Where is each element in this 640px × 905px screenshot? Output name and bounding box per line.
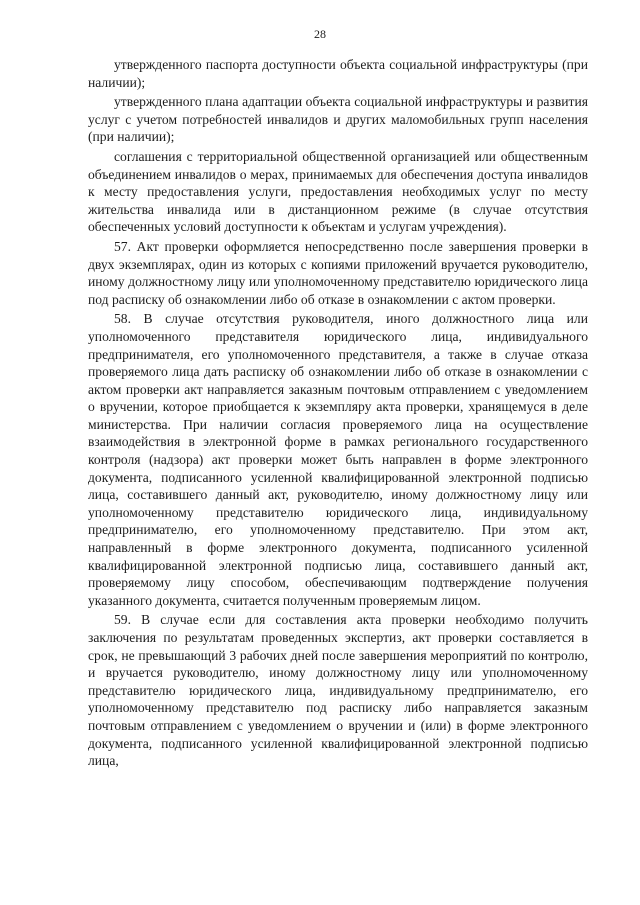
paragraph-59: 59. В случае если для составления акта проверки необходимо получить заключения по результатам проведенных экспертиз, акт проверки составляется в срок, не превышающий 3 рабочих дней после завершения мероприятий по контролю, и вручается руководителю, иному должностному лицу или уполномоченному представителю юридического лица, индивидуальному предпринимателю, его уполномоченному представителю под расписку либо направляется заказным почтовым отправлением с уведомлением о вручении и (или) в форме электронного документа, подписанного усиленной квалифицированной электронной подписью лица,: [88, 612, 588, 769]
paragraph-58: 58. В случае отсутствия руководителя, иного должностного лица или уполномоченного представителя юридического лица, индивидуального предпринимателя, его уполномоченного представителя, а также в случае отказа проверяемого лица дать расписку об ознакомлении либо об отказе в ознакомлении с актом проверки акт направляется заказным почтовым отправлением с уведомлением о вручении, которое приобщается к экземпляру акта проверки, хранящемуся в деле министерства. При наличии согласия проверяемого лица на осуществление взаимодействия в электронной форме в рамках регионального государственного контроля (надзора) акт проверки может быть направлен в форме электронного документа, подписанного усиленной квалифицированной электронной подписью лица, составившего данный акт, руководителю, иному должностному лицу или уполномоченному представителю юридического лица, индивидуальному предпринимателю, его уполномоченному представителю. При этом акт, направленный в форме электронного документа, подписанного усиленной квалифицированной электронной подписью лица, составившего данный акт, проверяемому лицу способом, обеспечивающим подтверждение получения указанного документа, считается полученным проверяемым лицом.: [88, 311, 588, 608]
paragraph-passport: утвержденного паспорта доступности объекта социальной инфраструктуры (при наличии);: [88, 57, 588, 90]
paragraph-agreements: соглашения с территориальной общественной организацией или общественным объединением инвалидов о мерах, принимаемых для обеспечения доступа инвалидов к месту предоставления услуги, предоставления необходимых услуг по месту жительства инвалида или в дистанционном режиме (в случае отсутствия обеспеченных условий доступности к объектам и услугам учреждения).: [88, 148, 588, 235]
page-number: 28: [314, 27, 326, 41]
paragraph-57: 57. Акт проверки оформляется непосредственно после завершения проверки в двух экземплярах, один из которых с копиями приложений вручается руководителю, иному должностному лицу или уполномоченному представителю юридического лица под расписку об ознакомлении либо об отказе в ознакомлении с актом проверки.: [88, 238, 588, 307]
paragraph-adaptation-plan: утвержденного плана адаптации объекта социальной инфраструктуры и развития услуг с учетом потребностей инвалидов и других маломобильных групп населения (при наличии);: [88, 94, 588, 145]
document-body: [88, 56, 588, 772]
